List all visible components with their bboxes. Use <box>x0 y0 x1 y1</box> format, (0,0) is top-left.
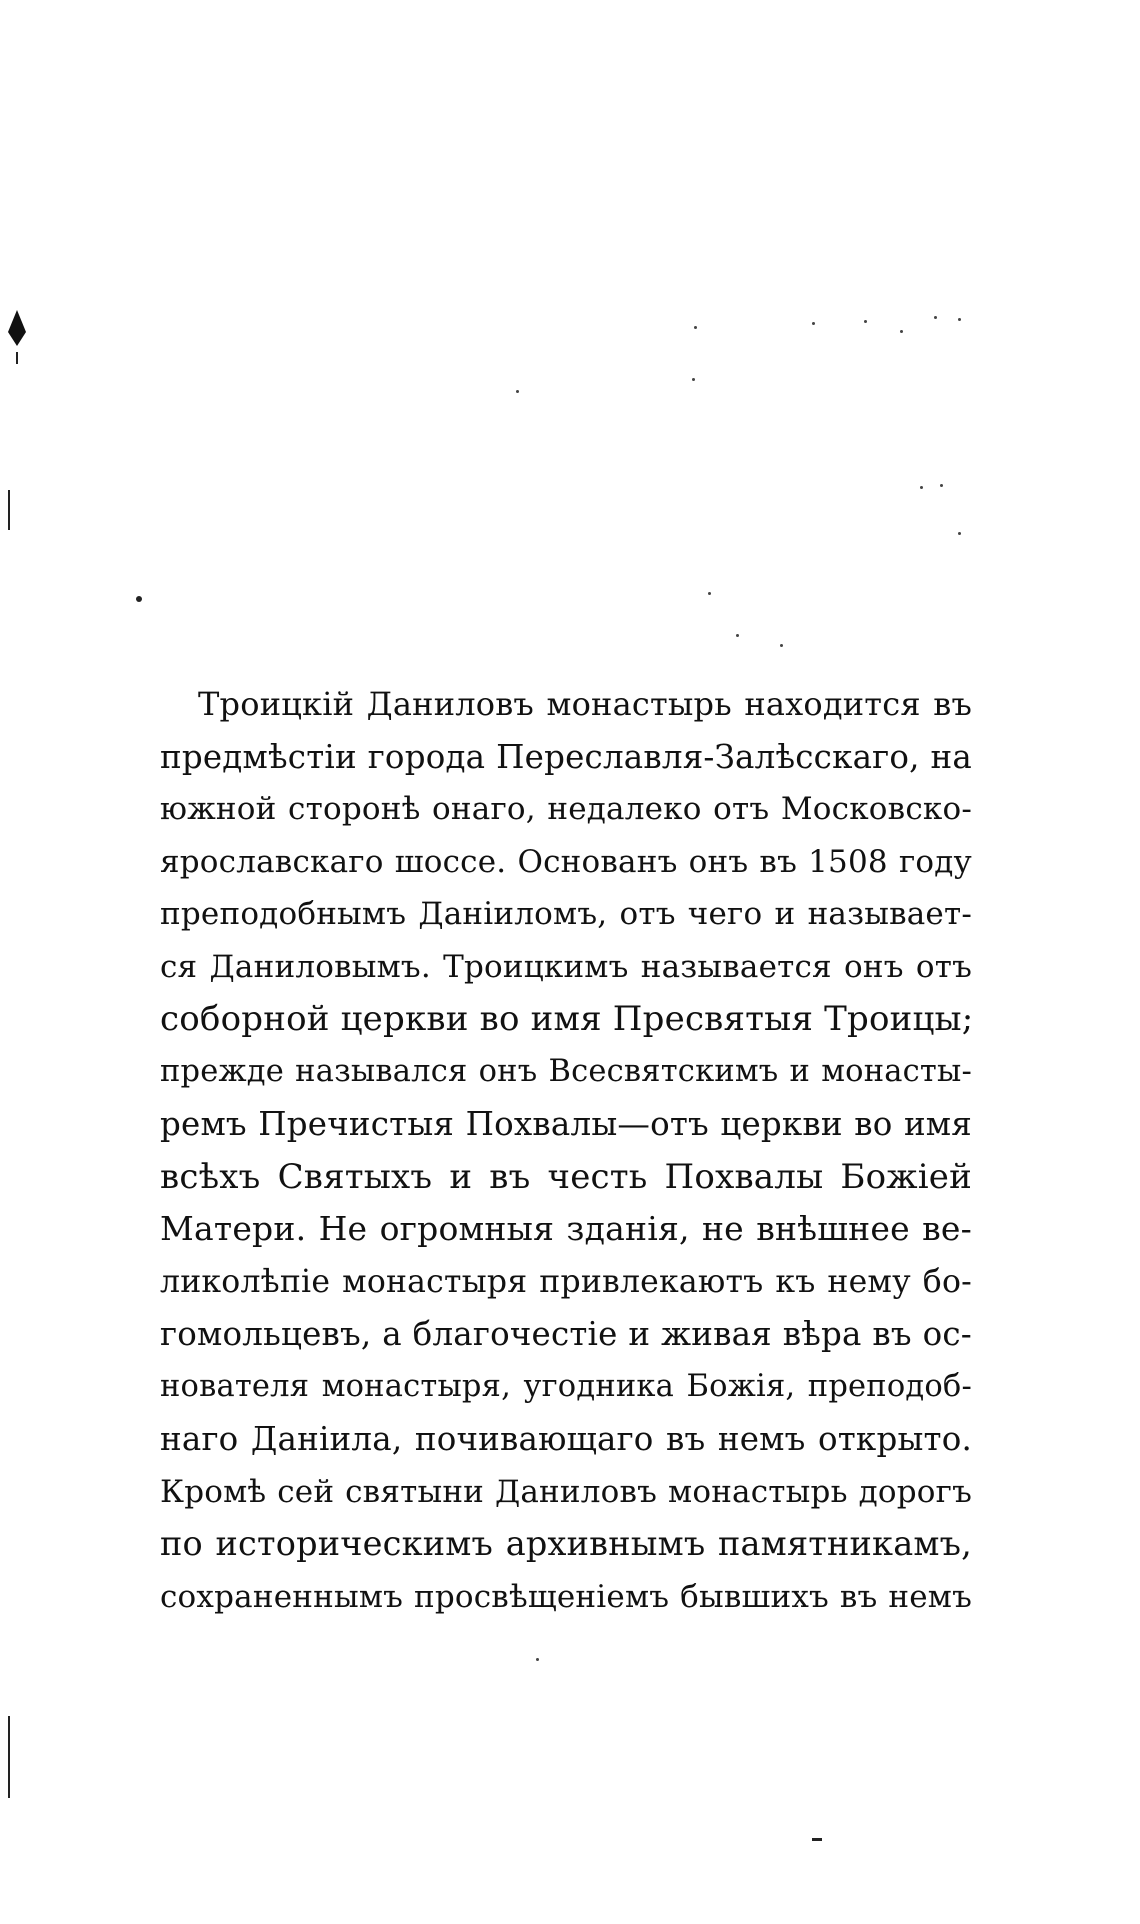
scan-speck <box>812 1838 822 1841</box>
paragraph <box>160 678 972 1623</box>
text-line: предмѣстіи города Переславля-Залѣсскаго, на <box>160 737 972 776</box>
scan-speck <box>736 634 739 637</box>
scan-speck <box>920 486 923 489</box>
text-line: преподобнымъ Даніиломъ, отъ чего и называет- <box>160 896 972 932</box>
text-line: по историческимъ архивнымъ памятникамъ, <box>160 1524 972 1563</box>
scan-speck <box>934 316 937 319</box>
margin-tick <box>8 1716 10 1798</box>
text-line: нователя монастыря, угодника Божія, преподоб- <box>160 1368 972 1404</box>
text-line: наго Даніила, почивающаго въ немъ открыто. <box>160 1420 972 1458</box>
scan-speck <box>940 484 943 487</box>
text-line: ремъ Пречистыя Похвалы—отъ церкви во имя <box>160 1105 972 1143</box>
scan-speck <box>516 390 519 393</box>
text-line: Матери. Не огромныя зданія, не внѣшнее ве- <box>160 1209 972 1248</box>
text-line: прежде назывался онъ Всесвятскимъ и монасты- <box>160 1053 972 1089</box>
margin-mark-icon <box>8 310 26 332</box>
margin-tick <box>16 352 18 364</box>
text-line: Троицкій Даниловъ монастырь находится въ <box>198 685 972 723</box>
scan-speck <box>864 320 867 323</box>
scan-speck <box>692 378 695 381</box>
text-line: ся Даниловымъ. Троицкимъ называется онъ отъ <box>160 948 972 985</box>
scan-speck <box>536 1658 539 1661</box>
text-line: соборной церкви во имя Пресвятыя Троицы; <box>160 999 974 1039</box>
text-line: южной сторонѣ онаго, недалеко отъ Московско- <box>160 791 972 827</box>
scan-speck <box>812 322 815 325</box>
scan-speck <box>780 644 783 647</box>
text-line: Кромѣ сей святыни Даниловъ монастырь дорогъ <box>160 1473 972 1510</box>
text-line: ликолѣпіе монастыря привлекаютъ къ нему бо- <box>160 1263 972 1300</box>
scan-speck <box>900 330 903 333</box>
margin-tick <box>136 596 142 602</box>
scan-speck <box>958 532 961 535</box>
text-line: гомольцевъ, а благочестіе и живая вѣра въ ос- <box>160 1315 972 1353</box>
text-line: сохраненнымъ просвѣщеніемъ бывшихъ въ немъ <box>160 1578 972 1615</box>
text-line: всѣхъ Святыхъ и въ честь Похвалы Божіей <box>160 1156 972 1197</box>
scan-speck <box>958 318 961 321</box>
text-line: ярославскаго шоссе. Основанъ онъ въ 1508 году <box>160 843 972 880</box>
margin-tick <box>8 490 10 530</box>
scan-speck <box>708 592 711 595</box>
scan-speck <box>694 326 697 329</box>
